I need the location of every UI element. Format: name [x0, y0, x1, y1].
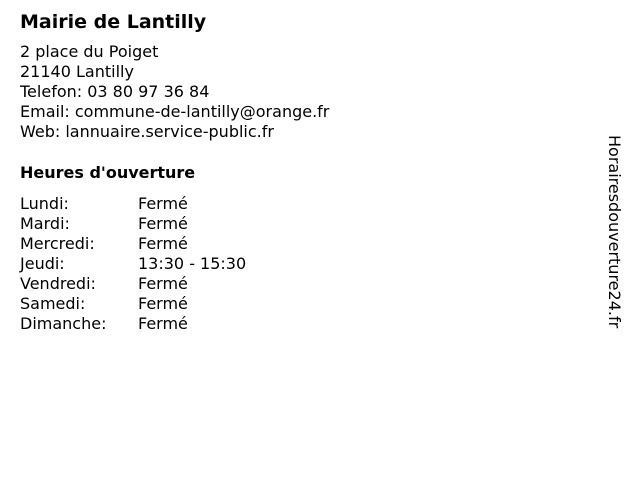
email-address: Email: commune-de-lantilly@orange.fr: [20, 102, 330, 121]
hours-row-lundi: [20, 194, 580, 214]
hours-row-mardi: [20, 214, 580, 234]
day-hours: Fermé: [138, 294, 188, 313]
day-label: Dimanche:: [20, 314, 107, 333]
day-hours: Fermé: [138, 274, 188, 293]
city-address: 21140 Lantilly: [20, 62, 134, 81]
day-label: Mercredi:: [20, 234, 95, 253]
street-address: 2 place du Poiget: [20, 42, 159, 61]
address-block: [20, 42, 580, 142]
website: Web: lannuaire.service-public.fr: [20, 122, 274, 141]
day-hours: 13:30 - 15:30: [138, 254, 247, 273]
day-hours: Fermé: [138, 214, 188, 233]
day-hours: Fermé: [138, 194, 188, 213]
day-label: Jeudi:: [20, 254, 65, 273]
hours-row-jeudi: [20, 254, 580, 274]
day-label: Samedi:: [20, 294, 86, 313]
phone-number: Telefon: 03 80 97 36 84: [20, 82, 210, 101]
hours-heading: Heures d'ouverture: [20, 163, 196, 182]
hours-row-vendredi: [20, 274, 580, 294]
hours-row-samedi: [20, 294, 580, 314]
hours-row-dimanche: [20, 314, 580, 334]
day-label: Lundi:: [20, 194, 69, 213]
day-hours: Fermé: [138, 234, 188, 253]
business-card: [20, 9, 580, 334]
day-label: Mardi:: [20, 214, 70, 233]
hours-table: [20, 194, 580, 334]
day-label: Vendredi:: [20, 274, 96, 293]
hours-row-mercredi: [20, 234, 580, 254]
side-brand-watermark: Horairesdouverture24.fr: [605, 135, 624, 329]
day-hours: Fermé: [138, 314, 188, 333]
page-title: Mairie de Lantilly: [20, 11, 207, 33]
